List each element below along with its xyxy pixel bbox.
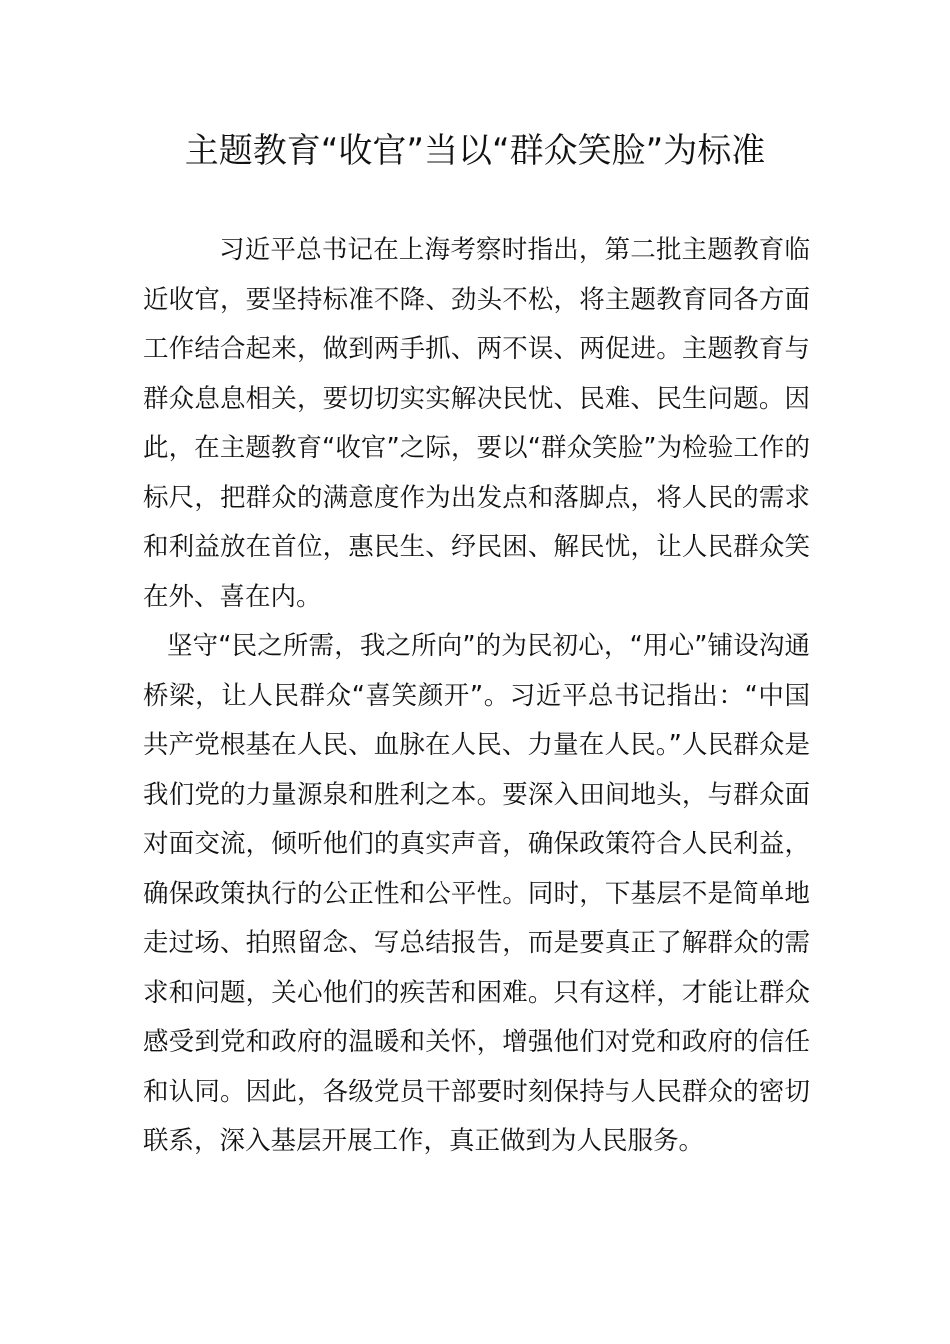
body-paragraph-1: 习近平总书记在上海考察时指出，第二批主题教育临近收官，要坚持标准不降、劲头不松，将主题教育同各方面工作结合起来，做到两手抓、两不误、两促进。主题教育与群众息息相关，要切切实实解决民忧、民难、民生问题。因此，在主题教育“收官”之际，要以“群众笑脸”为检验工作的标尺，把群众的满意度作为出发点和落脚点，将人民的需求和利益放在首位，惠民生、纾民困、解民忧，让人民群众笑在外、喜在内。	[143, 235, 810, 612]
document-body	[143, 226, 810, 1167]
body-paragraph-2: 坚守“民之所需，我之所向”的为民初心，“用心”铺设沟通桥梁，让人民群众“喜笑颜开”。习近平总书记指出：“中国共产党根基在人民、血脉在人民、力量在人民。”人民群众是我们党的力量源泉和胜利之本。要深入田间地头，与群众面对面交流，倾听他们的真实声音，确保政策符合人民利益，确保政策执行的公正性和公平性。同时，下基层不是简单地走过场、拍照留念、写总结报告，而是要真正了解群众的需求和问题，关心他们的疾苦和困难。只有这样，才能让群众感受到党和政府的温暖和关怀，增强他们对党和政府的信任和认同。因此，各级党员干部要时刻保持与人民群众的密切联系，深入基层开展工作，真正做到为人民服务。	[143, 631, 810, 1156]
document-title: 主题教育“收官”当以“群众笑脸”为标准	[184, 131, 766, 171]
